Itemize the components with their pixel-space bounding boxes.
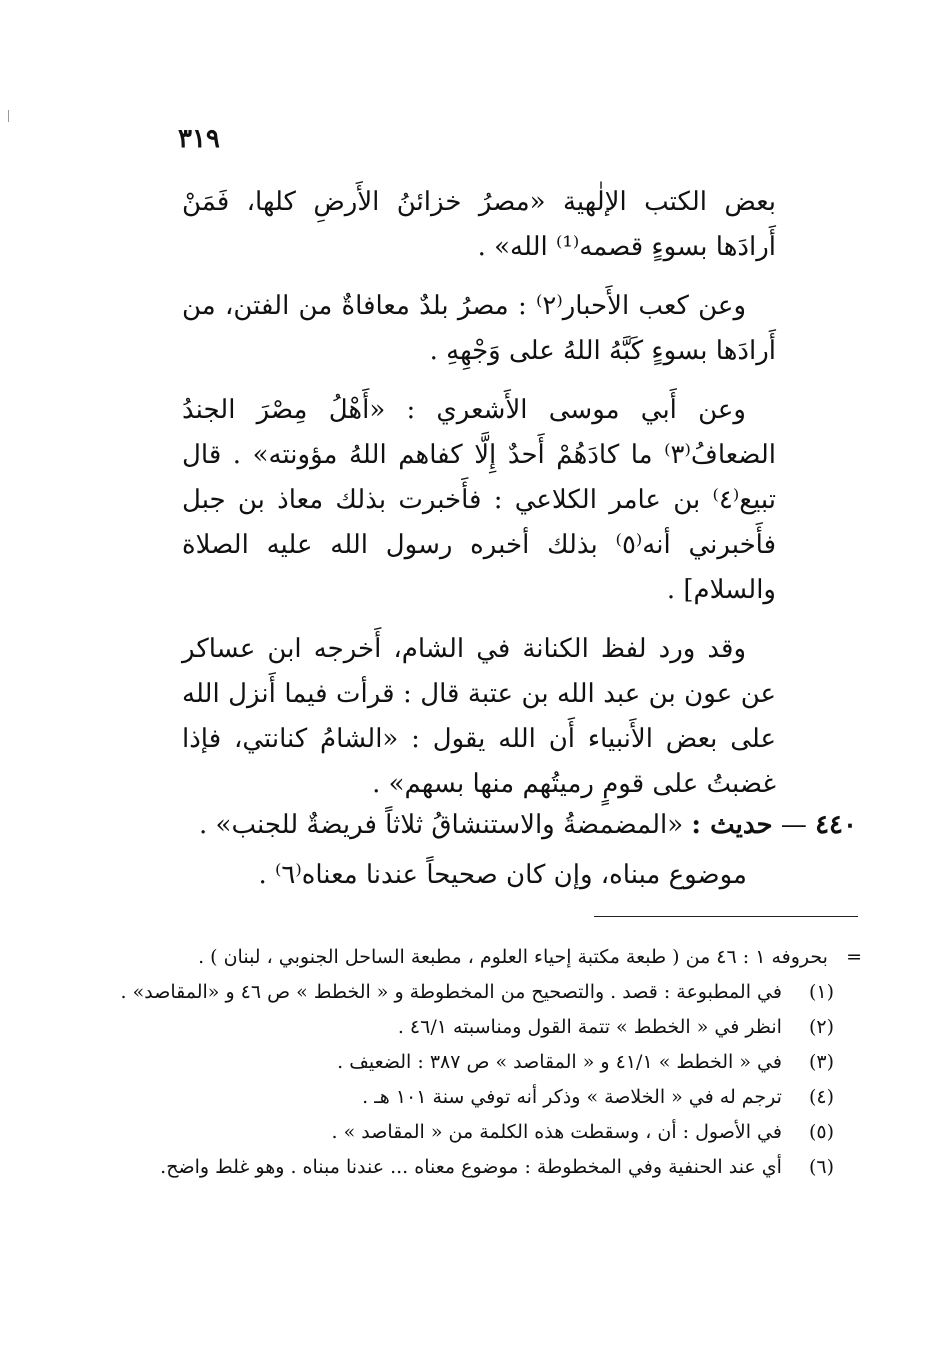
main-text: [182, 180, 776, 821]
continuation-text: بحروفه ١ : ٤٦ من ( طبعة مكتبة إحياء العلوم ، مطبعة الساحل الجنوبي ، لبنان ) .: [198, 946, 828, 968]
paragraph-1: بعض الكتب الإلٰهية «مصرُ خزائنُ الأَرضِ كلها، فَمَنْ أَرادَها بسوءٍ قصمه⁽¹⁾ الله» .: [182, 187, 776, 262]
page-number: ٣١٩: [178, 124, 220, 154]
footnote-item: [182, 1080, 862, 1115]
footnote-number: (٦): [808, 1156, 834, 1178]
footnote-text: ترجم له في « الخلاصة » وذكر أنه توفي سنة ١٠١ هـ .: [362, 1086, 782, 1108]
footnote-separator: [594, 916, 858, 917]
hadith-label: حديث :: [691, 810, 773, 840]
footnotes: [120, 940, 862, 1185]
continuation-mark: =: [846, 946, 862, 968]
footnote-text: في المطبوعة : قصد . والتصحيح من المخطوطة و « الخطط » ص ٤٦ و «المقاصد» .: [120, 981, 782, 1003]
footnote-number: (٤): [808, 1086, 834, 1108]
footnote-item: [182, 1045, 862, 1080]
footnote-item: [182, 1010, 862, 1045]
footnote-number: (٢): [808, 1016, 834, 1038]
footnote-text: في « الخطط » ٤١/١ و « المقاصد » ص ٣٨٧ : الضعيف .: [337, 1051, 782, 1073]
footnote-item: [160, 1150, 862, 1185]
footnote-item: [182, 1115, 862, 1150]
footnote-continuation: [182, 940, 862, 975]
hadith-text: «المضمضةُ والاستنشاقُ ثلاثاً فريضةٌ للجنب» .: [199, 810, 684, 840]
hadith-line: [182, 800, 857, 850]
margin-mark: [8, 110, 9, 122]
footnote-number: (٣): [808, 1051, 834, 1073]
paragraph-3: وعن أَبي موسى الأَشعري : «أَهْلُ مِصْرَ الجندُ الضعافُ⁽٣⁾ ما كادَهُمْ أَحدٌ إِلَّا كفاهم اللهُ مؤونته» . قال تبيع⁽٤⁾ بن عامر الكلاعي : فأَخبرت بذلك معاذ بن جبل فأَخبرني أنه⁽٥⁾ بذلك أخبره رسول الله عليه الصلاة والسلام] .: [182, 395, 777, 605]
paragraph-2: وعن كعب الأَحبار⁽٢⁾ : مصرُ بلدٌ معافاةٌ من الفتن، من أَرادَها بسوءٍ كَبَّهُ اللهُ على وَجْهِهِ .: [182, 291, 776, 366]
footnote-item: [120, 975, 862, 1010]
footnote-text: انظر في « الخطط » تتمة القول ومناسبته ٤٦/١ .: [397, 1016, 782, 1038]
footnote-text: في الأصول : أن ، وسقطت هذه الكلمة من « المقاصد » .: [331, 1121, 782, 1143]
paragraph-4: وقد ورد لفظ الكنانة في الشام، أَخرجه ابن عساكر عن عون بن عبد الله بن عتبة قال : قرأت فيما أَنزل الله على بعض الأَنبياء أَن الله يقول : «الشامُ كنانتي، فإذا غضبتُ على قومٍ رميتُهم منها بسهم» .: [182, 634, 776, 799]
hadith-comment: موضوع مبناه، وإن كان صحيحاً عندنا معناه⁽٦⁾ .: [258, 860, 747, 890]
hadith-entry: [182, 800, 857, 900]
footnote-number: (١): [808, 981, 834, 1003]
hadith-dash: —: [780, 810, 807, 840]
footnote-number: (٥): [808, 1121, 834, 1143]
hadith-number: ٤٤٠: [815, 810, 857, 840]
footnote-text: أي عند الحنفية وفي المخطوطة : موضوع معناه ... عندنا مبناه . وهو غلط واضح.: [160, 1156, 782, 1178]
